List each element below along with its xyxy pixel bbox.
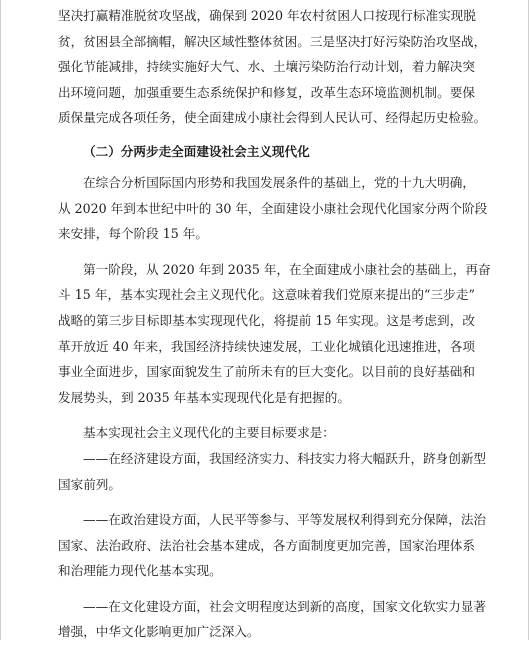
text-line: 斗 15 年，基本实现社会主义现代化。这意味着我们党原来提出的“三步走” (58, 287, 475, 303)
paragraph-culture (58, 594, 486, 645)
paragraph-politics (58, 507, 486, 584)
text-line: ——在文化建设方面，社会文明程度达到新的高度，国家文化软实力显著 (83, 598, 486, 614)
text-line: ——在政治建设方面，人民平等参与、平等发展权利得到充分保障，法治 (83, 512, 486, 528)
text-line: 增强，中华文化影响更加广泛深入。 (58, 624, 260, 640)
text-line: 基本实现社会主义现代化的主要目标要求是： (83, 425, 335, 441)
text-line: 贫，贫困县全部摘帽，解决区域性整体贫困。三是坚决打好污染防治攻坚战， (58, 33, 487, 49)
text-line: 强化节能减排，持续实施好大气、水、土壤污染防治行动计划，着力解决突 (58, 59, 475, 75)
text-line: 事业全面进步，国家面貌发生了前所未有的巨大变化。以目前的良好基础和 (58, 364, 475, 380)
paragraph-economy (58, 446, 486, 497)
intro-paragraph (58, 3, 487, 131)
text-line: 在综合分析国际国内形势和我国发展条件的基础上，党的十九大明确， (83, 174, 475, 190)
text-line: 国家、法治政府、法治社会基本建成，各方面制度更加完善，国家治理体系 (58, 537, 475, 553)
text-line: 战略的第三步目标即基本实现现代化，将提前 15 年实现。这是考虑到，改 (58, 312, 475, 328)
text-line: 革开放近 40 年来，我国经济持续快速发展，工业化城镇化迅速推进，各项 (58, 338, 475, 354)
text-line: 坚决打赢精准脱贫攻坚战，确保到 2020 年农村贫困人口按现行标准实现脱 (58, 8, 476, 23)
document-body (58, 3, 491, 645)
text-line: 发展势头，到 2035 年基本实现现代化是有把握的。 (58, 389, 350, 405)
text-line: ——在经济建设方面，我国经济实力、科技实力将大幅跃升，跻身创新型 (83, 450, 486, 466)
paragraph-overview (58, 170, 488, 247)
text-line: 来安排，每个阶段 15 年。 (58, 226, 208, 242)
text-line: 出环境问题，加强重要生态系统保护和修复，改革生态环境监测机制。要保 (58, 84, 475, 100)
paragraph-goals-intro (58, 420, 475, 446)
text-line: 和治理能力现代化基本实现。 (58, 563, 222, 579)
text-line: 从 2020 年到本世纪中叶的 30 年，全面建设小康社会现代化国家分两个阶段 (58, 200, 488, 216)
section-heading: （二）分两步走全面建设社会主义现代化 (83, 143, 310, 159)
text-line: 国家前列。 (58, 476, 121, 492)
text-line: 第一阶段，从 2020 年到 2035 年，在全面建成小康社会的基础上，再奋 (83, 261, 491, 277)
paragraph-first-stage (58, 257, 491, 411)
text-line: 质保量完成各项任务，使全面建成小康社会得到人民认可、经得起历史检验。 (58, 110, 487, 126)
